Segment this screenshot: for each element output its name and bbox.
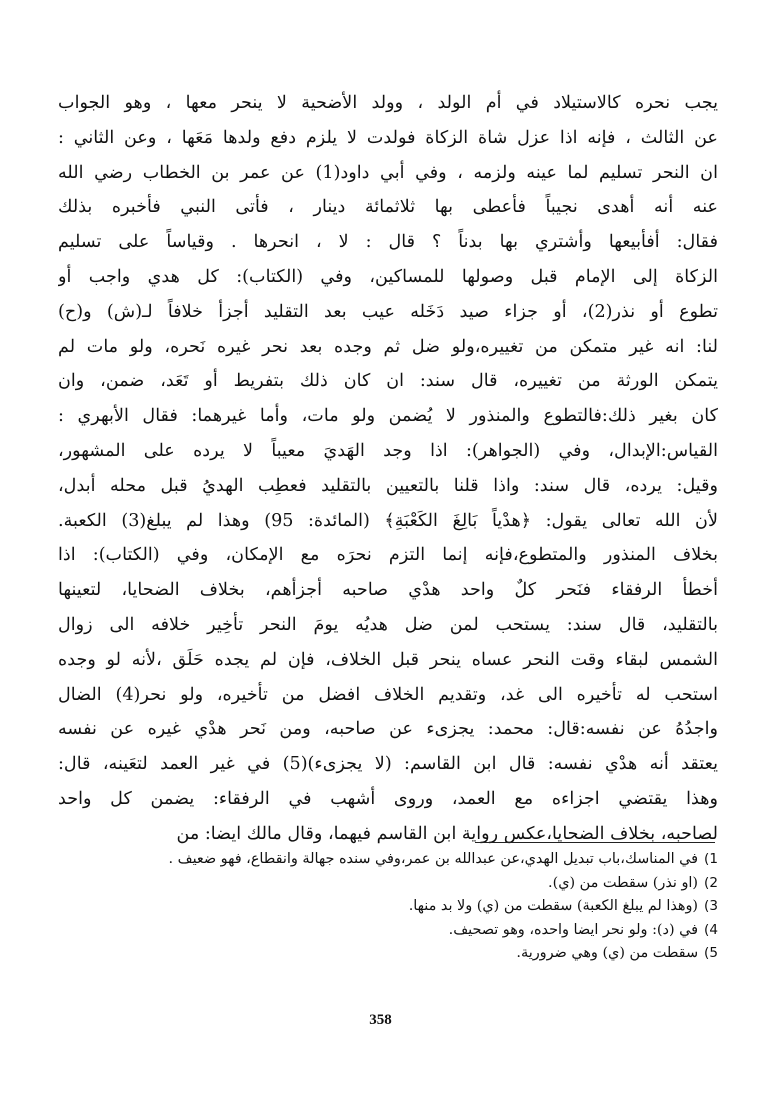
text-line: عنه أنه أهدى نجيباً فأعطى بها ثلاثمائة دينار ، فأتى النبي فأخبره بذلك [58,197,718,218]
main-text [58,86,718,852]
page-number: 358 [369,1012,392,1028]
text-line: فقال: أفأبيعها وأشتري بها بدناً ؟ قال : لا ، انحرها . وقياساً على تسليم [58,232,718,253]
text-line: يتمكن الورثة من تغييره، قال سند: ان كان ذلك بتفريط أو تَعَد، ضمن، وان [58,371,718,392]
footnote [58,848,718,872]
footnote-text: في (د): ولو نحر ايضا واحده، وهو تصحيف. [448,921,699,938]
footnote-text: في المناسك،باب تبديل الهدي،عن عبدالله بن عمر،وفي سنده جهالة وانقطاع، فهو ضعيف . [168,851,699,867]
text-line: بالتقليد، قال سند: يستحب لمن ضل هديُه يومَ النحر تأخِير خلافه الى زوال [58,614,718,635]
text-line: الزكاة إلى الإمام قبل وصولها للمساكين، وفي (الكتاب): كل هدي واجب أو [58,266,718,287]
text-line: تطوع أو نذر(2)، أو جزاء صيد دَخَله عيب بعد التقليد أجزأ خلافاً لـ(ش) و(ح) [58,301,718,322]
text-line: القياس:الإبدال، وفي (الجواهر): اذا وجد الهَديَ معيباً لا يرده على المشهور، [58,440,718,461]
text-line: وقيل: يرده، قال سند: واذا قلنا بالتعيين بالتقليد فعطِب الهديُ قبل محله أبدل، [58,475,718,496]
text-line: استحب له تأخيره الى غد، وتقديم الخلاف افضل من تأخيره، ولو نحر(4) الضال [58,684,718,705]
footnote-text: (او نذر) سقطت من (ي). [548,874,699,891]
footnotes [58,848,718,966]
text-line: وهذا يقتضي اجزاءه مع العمد، وروى أشهب في الرفقاء: يضمن كل واحد [58,788,718,809]
text-line: عن الثالث ، فإنه اذا عزل شاة الزكاة فولدت لا يلزم دفع ولدها مَعَها ، وعن الثاني : [58,127,718,148]
text-line: واجدُهُ عن نفسه:قال: محمد: يجزىء عن صاحبه، ومن نَحر هدْي غيره عن نفسه [58,719,718,740]
footnote-text: سقطت من (ي) وهي ضرورية. [516,945,699,962]
footnote-number: 2) [704,874,718,891]
footnote [58,895,718,919]
footnote-divider [475,842,715,843]
text-line: الشمس لبقاء وقت النحر عساه ينحر قبل الخلاف، فإن لم يجده حَلَق ،لأنه لو وجده [58,649,718,670]
text-line: لصاحبه، بخلاف الضحايا،عكس رواية ابن القاسم فيهما، وقال مالك ايضا: من [176,823,718,844]
footnote [58,919,718,943]
footnote [58,872,718,896]
text-line: أخطأ الرفقاء فنَحر كلٌ واحد هدْي صاحبه أجزأهم، بخلاف الضحايا، لتعينها [58,580,718,601]
footnote-number: 1) [704,851,718,867]
footnote-number: 5) [704,945,718,962]
text-line: كان بغير ذلك:فالتطوع والمنذور لا يُضمن ولو مات، وأما غيرهما: فقال الأبهري : [58,406,718,427]
text-line: يعتقد أنه هدْي نفسه: قال ابن القاسم: (لا يجزىء)(5) في غير العمد لتعَينه، قال: [58,754,718,775]
text-line: بخلاف المنذور والمتطوع،فإنه إنما التزم نحرَه مع الإمكان، وفي (الكتاب): اذا [58,545,718,566]
text-line: لنا: انه غير متمكن من تغييره،ولو ضل ثم وجده بعد نحر غيره نَحره، ولو مات لم [58,336,718,357]
footnote-number: 3) [704,898,718,915]
text-line: ان النحر تسليم لما عينه ولزمه ، وفي أبي داود(1) عن عمر بن الخطاب رضي الله [58,162,718,183]
footnote [58,942,718,966]
text-line: لأن الله تعالى يقول: ﴿هدْياً بَالِغَ الكَعْبَةِ﴾ (المائدة: 95) وهذا لم يبلغ(3) الكعبة. [58,510,718,531]
footnote-text: (وهذا لم يبلغ الكعبة) سقطت من (ي) ولا بد منها. [408,898,699,915]
text-line: يجب نحره كالاستيلاد في أم الولد ، وولد الأضحية لا ينحر معها ، وهو الجواب [58,93,718,113]
footnote-number: 4) [704,921,718,938]
